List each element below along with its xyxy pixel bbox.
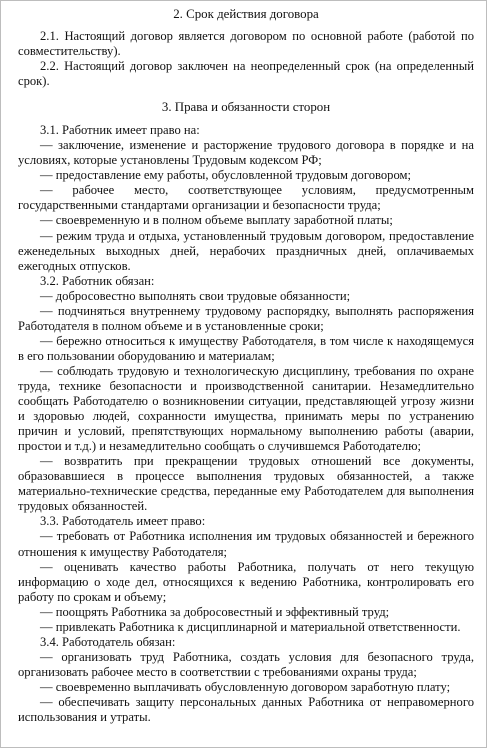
paragraph: 3.3. Работодатель имеет право: <box>40 514 206 529</box>
section-2-body <box>18 29 474 89</box>
paragraph: — оценивать качество работы Работника, получать от него текущую информацию о ходе дел, относящихся к ведению Работника, контролировать его работу по срокам и объему; <box>18 559 474 604</box>
paragraph: — соблюдать трудовую и технологическую дисциплину, требования по охране труда, технике безопасности и производственной санитарии. Незамедлительно сообщать Работодателю о возникновении ситуации, представляющей угрозу жизни и здоровью людей, сохранности имущества, принимать меры по устранению причин и условий, препятствующих нормальному выполнению работы (аварии, простои и т.д.) и незамедлительно сообщать о случившемся Работодателю; <box>18 363 474 454</box>
paragraph: — заключение, изменение и расторжение трудового договора в порядке и на условиях, которые установлены Трудовым кодексом РФ; <box>18 138 474 168</box>
paragraph: 2.2. Настоящий договор заключен на неопределенный срок (на определенный срок). <box>18 59 474 89</box>
paragraph: — привлекать Работника к дисциплинарной и материальной ответственности. <box>40 619 461 634</box>
paragraph: 2.1. Настоящий договор является договором по основной работе (работой по совместительству). <box>18 29 474 59</box>
paragraph: — добросовестно выполнять свои трудовые обязанности; <box>40 288 351 303</box>
paragraph: 3.2. Работник обязан: <box>40 273 155 288</box>
paragraph: — бережно относиться к имуществу Работодателя, в том числе к находящемуся в его пользовании оборудованию и материалам; <box>18 333 474 363</box>
paragraph: — режим труда и отдыха, установленный трудовым договором, предоставление еженедельных выходных дней, нерабочих праздничных дней, оплачиваемых ежегодных отпусков. <box>18 228 474 273</box>
paragraph: 3.4. Работодатель обязан: <box>40 634 176 649</box>
section-3-body <box>18 123 474 725</box>
paragraph: — своевременную и в полном объеме выплату заработной платы; <box>40 213 393 228</box>
paragraph: — организовать труд Работника, создать условия для безопасного труда, организовать рабочее место в соответствии с требованиями охраны труда; <box>18 649 474 679</box>
section-2-heading: 2. Срок действия договора <box>173 7 319 21</box>
paragraph: — подчиняться внутреннему трудовому распорядку, выполнять распоряжения Работодателя в полном объеме и в установленные сроки; <box>18 303 474 333</box>
paragraph: — своевременно выплачивать обусловленную договором заработную плату; <box>40 679 451 694</box>
paragraph: — возвратить при прекращении трудовых отношений все документы, образовавшиеся в процессе выполнения трудовых обязанностей, а также материально-технические средства, переданные ему Работодателем для выполнения трудовых обязанностей. <box>18 454 474 514</box>
paragraph: — обеспечивать защиту персональных данных Работника от неправомерного использования и утраты. <box>18 694 474 725</box>
paragraph: — поощрять Работника за добросовестный и эффективный труд; <box>40 604 390 619</box>
paragraph: — рабочее место, соответствующее условиям, предусмотренным государственными стандартами организации и безопасности труда; <box>18 183 474 213</box>
paragraph: 3.1. Работник имеет право на: <box>40 123 200 138</box>
paragraph: — предоставление ему работы, обусловленной трудовым договором; <box>40 168 411 183</box>
section-3-heading: 3. Права и обязанности сторон <box>161 100 331 115</box>
paragraph: — требовать от Работника исполнения им трудовых обязанностей и бережного отношения к имуществу Работодателя; <box>18 529 474 559</box>
